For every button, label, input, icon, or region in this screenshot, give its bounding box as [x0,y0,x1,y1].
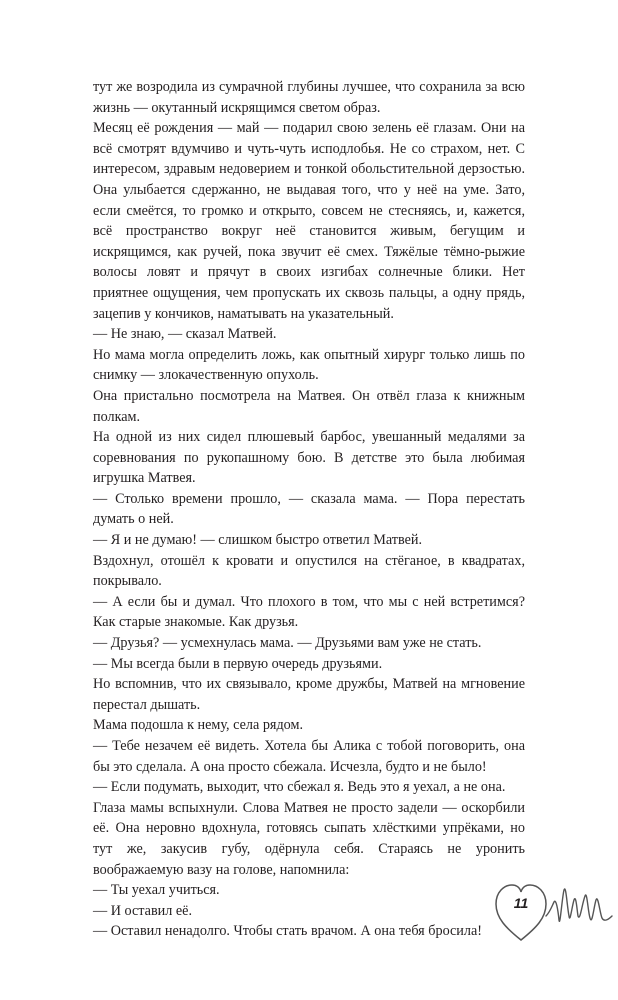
paragraph: Вздохнул, отошёл к кровати и опустился на стёганое, в квадратах, покрывало. [93,552,525,590]
paragraph: — И оставил её. [93,902,193,919]
paragraph: — Столько времени прошло, — сказала мама. — Пора перестать думать о ней. [93,490,525,528]
paragraph: — Я и не думаю! — слишком быстро ответил Матвей. [93,532,423,549]
paragraph: — Если подумать, выходит, что сбежал я. Ведь это я уехал, а не она. [93,779,506,796]
paragraph: — А если бы и думал. Что плохого в том, что мы с ней встретимся? Как старые знакомые. Как друзья. [93,593,525,631]
paragraph: — Не знаю, — сказал Матвей. [93,326,277,343]
paragraph: Мама подошла к нему, села рядом. [93,717,304,734]
heart-heartbeat-icon [492,876,618,946]
paragraph: — Друзья? — усмехнулась мама. — Друзьями вам уже не стать. [93,635,482,652]
paragraph: — Ты уехал учиться. [93,882,220,899]
paragraph: Она пристально посмотрела на Матвея. Он отвёл глаза к книжным полкам. [93,387,525,425]
paragraph: тут же возродила из сумрачной глубины лучшее, что сохранила за всю жизнь — окутанный искрящимся светом образ. [93,79,525,116]
paragraph: Глаза мамы вспыхнули. Слова Матвея не просто задели — оскорбили её. Она неровно вдохнула, готовясь сыпать хлёсткими упрёками, но тут же, закусив губу, одёрнула себя. Стараясь не уронить воображаемую вазу на голове, напомнила: [93,799,525,878]
page-folio [492,876,618,946]
paragraph: Но вспомнив, что их связывало, кроме дружбы, Матвей на мгновение перестал дышать. [93,676,525,713]
paragraph: — Оставил ненадолго. Чтобы стать врачом. А она тебя бросила! [93,923,483,940]
paragraph: На одной из них сидел плюшевый барбос, увешанный медалями за соревнования по рукопашному бою. В детстве это была любимая игрушка Матвея. [93,429,525,487]
paragraph: — Тебе незачем её видеть. Хотела бы Алика с тобой поговорить, она бы это сделала. А она просто сбежала. Исчезла, будто и не было! [93,738,525,775]
paragraph: — Мы всегда были в первую очередь друзьями. [93,655,383,672]
paragraph: Но мама могла определить ложь, как опытный хирург только лишь по снимку — злокачественную опухоль. [93,346,525,384]
body-text [93,77,525,942]
paragraph: Месяц её рождения — май — подарил свою зелень её глазам. Они на всё смотрят вдумчиво и чуть-чуть исподлобья. Не со страхом, нет. С интересом, здравым недоверием и тонкой обольстительной дерзостью. Она улыбается сдержанно, не выдавая того, что у неё на уме. Зато, если смеётся, то громко и открыто, совсем не стесняясь, и, кажется, всё пространство вокруг неё становится живым, бегущим и искрящимся, как ручей, пока звучит её смех. Тяжёлые тёмно-рыжие волосы ловят и прячут в своих изгибах солнечные блики. Нет приятнее ощущения, чем пропускать их сквозь пальцы, а одну прядь, зацепив у кончиков, наматывать на указательный. [93,120,525,322]
page-number: 11 [513,895,529,911]
